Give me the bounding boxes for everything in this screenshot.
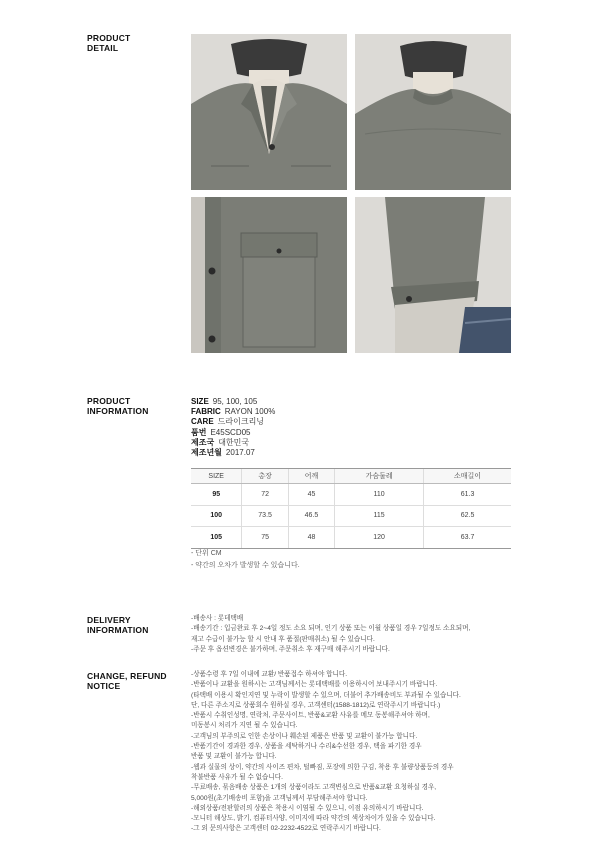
spec-size: SIZE 95, 100, 105 [191,397,258,406]
table-cell: 105 [191,527,242,549]
table-row [191,484,511,506]
size-table [191,468,511,549]
table-cell: 73.5 [242,505,288,527]
sleeve-hem-photo [355,197,511,353]
header-sleeve: 소매길이 [424,469,511,484]
spec-origin: 제조국 대한민국 [191,437,250,447]
table-cell: 110 [335,484,424,506]
change-text: -상품수령 후 7일 이내에 교환/ 반품접수 하셔야 합니다. -반품이나 교환을 원하시는 고객님께서는 롯데택배를 이용하시어 보내주시기 바랍니다. (타택배 이용시 확인지연 및 누락이 발생할 수 있으며, 더불어 추가배송비도 부과될 수 있습니다. 단, 다른 주소지로 상품회수 원하실 경우, 고객센터(1588-1812)로 연락주시기 바랍니다.) -반품시 수취인성명, 연락처, 주문사이트, 반품&교환 사유를 메모 동봉해주셔야 하며, 미동봉시 처리가 지연 될 수 있습니다. -고객님의 부주의로 인한 손상이나 훼손된 제품은 반품 및 교환이 불가능 합니다. -반품기간이 경과한 경우, 상품을 세탁하거나 수리&수선한 경우, 택을 파기한 경우 반품 및 교환이 불가능 합니다. -웹과 실물의 상이, 약간의 사이즈 편차, 털빠짐, 포장에 의한 구김, 착용 후 불량상품등의 경우 착불반품 사유가 될 수 없습니다. -무료배송, 묶음배송 상품은 1개의 상품이라도 고객변심으로 반품&교환 요청하실 경우, 5,000원(초기배송비 포함)을 고객님께서 부담해주셔야 합니다. -해외상품/전판할러의 상품은 착용시 이염될 수 있으니, 이점 유의하시기 바랍니다. -모니터 해상도, 밝기, 컴퓨터사양, 이미지에 따라 약간의 색상차이가 있을 수 있습니다. -그 외 문의사항은 고객센터 02-2232-4522로 연락주시기 바랍니다. [191,671,461,833]
spec-list [191,397,275,458]
size-notes [191,548,300,571]
spec-date: 제조년월 2017.07 [191,448,255,458]
spec-product-code: 품번 E45SCD05 [191,427,251,437]
size-table-header [191,469,511,484]
table-cell: 63.7 [424,527,511,549]
spec-care: CARE 드라이크리닝 [191,417,265,427]
table-cell: 72 [242,484,288,506]
header-length: 총장 [242,469,288,484]
table-cell: 45 [288,484,334,506]
collar-photo [191,34,347,190]
spec-fabric: FABRIC RAYON 100% [191,407,276,417]
chest-pocket-photo [191,197,347,353]
table-row [191,527,511,549]
note-tolerance: - 약간의 오차가 발생할 수 있습니다. [191,561,300,569]
change-label: CHANGE, REFUND NOTICE [87,671,167,691]
table-cell: 61.3 [424,484,511,506]
header-size: SIZE [191,469,242,484]
table-cell: 48 [288,527,334,549]
table-cell: 120 [335,527,424,549]
delivery-label: DELIVERY INFORMATION [87,615,149,635]
note-unit: - 단위 CM [191,550,222,557]
table-cell: 75 [242,527,288,549]
table-cell: 95 [191,484,242,506]
header-shoulder: 어깨 [288,469,334,484]
delivery-text: -배송사 : 롯데택배 -배송기간 : 입금완료 후 2~4일 정도 소요 되며, 인기 상품 또는 이월 상품일 경우 7일정도 소요되며, 재고 수급이 불가능 할 시 안내 후 품절(판매취소) 될 수 있습니다. -주문 후 옵션변경은 불가하며, 주문취소 후 재구매 해주시기 바랍니다. [191,615,471,653]
table-cell: 100 [191,505,242,527]
table-cell: 46.5 [288,505,334,527]
table-row [191,505,511,527]
back-shoulder-photo [355,34,511,190]
table-cell: 62.5 [424,505,511,527]
header-chest: 가슴둘레 [335,469,424,484]
table-cell: 115 [335,505,424,527]
detail-label: PRODUCT DETAIL [87,33,131,53]
info-label: PRODUCT INFORMATION [87,396,149,416]
